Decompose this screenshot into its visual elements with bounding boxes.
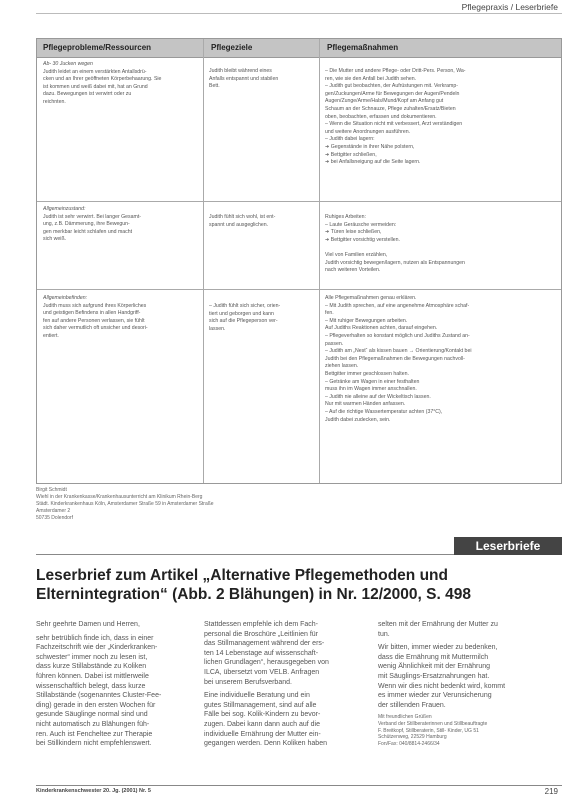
journal-footer: Kinderkrankenschwester 20. Jg. (2001) Nr. 5 <box>36 788 151 794</box>
section-banner: Leserbriefe <box>454 537 562 555</box>
column-divider <box>203 39 204 483</box>
table-row-1-goals: Judith bleibt während eines Anfalls entspannt und stabilen Bett. <box>209 68 279 90</box>
row-divider <box>37 201 561 202</box>
row-divider <box>37 289 561 290</box>
header-problems: Pflegeprobleme/Ressourcen <box>43 43 152 52</box>
letter-column-3: selten mit der Ernährung der Mutter zu tun. Wir bitten, immer wieder zu bedenken, dass die Ernährung mit Muttermilch wenig Ähnlichkeit mit der Ernährung mit Säuglings-Ersatznahrungen hat. Wenn wir dies nicht bedenkt wird, kommt es immer wieder zur Verunsicherung der stillenden Frauen. Mit freundlichen Grüßen Verband der Stillberaterinnen und Stillbeauftragte F. Breitkopf, Stillberaterin, Still- Kinder, UG 51 Schützenweg, 22529 Hamburg Fon/Fax: 040/8814-2466/34 <box>378 620 536 747</box>
table-row-3-measures: Alle Pflegemaßnahmen genau erklären. – Mit Judith sprechen, auf eine angenehme Atmosphäre schaf- fen. – Mit ruhiger Bewegungen arbeiten. Auf Judiths Reaktionen achten, darauf eingehen. – Pflegeverhalten so konstant möglich und Judiths Zustand an- passen. – Judith am „Nest“ als kissen bauen → Orientierung/Kontakt bei Judith bei den Pflegemaßnahmen die Bewegungen nachvoll- ziehen lassen. Bettgitter immer geschlossen halten. – Getränke am Wagen in einer festhalten muss ihn im Wagen immer anschnallen. – Judith nie alleine auf der Wickeltisch lassen. Nur mit warmen Händen anfassen. – Auf die richtige Wassertemperatur achten (37°C), Judith dabei zudecken, sein. <box>325 295 472 423</box>
article-headline: Leserbrief zum Artikel „Alternative Pflegemethoden und Elternintegration“ (Abb. 2 Blähungen) in Nr. 12/2000, S. 498 <box>36 567 471 603</box>
header-rule <box>36 13 562 14</box>
footer-rule <box>36 785 562 786</box>
table-row-2-measures: Ruhiges Arbeiten: – Laute Geräusche vermeiden: ➜ Türen leise schließen, ➜ Bettgitter vorsichtig verstellen. Viel von Familien erzählen, Judith vorsichtig bewegen/lagern, nutzen als Entspannungen nach weiteren Vorteilen. <box>325 214 465 274</box>
table-row-3-problem: Allgemeinbefinden: Judith muss sich aufgrund ihres Körperliches und geistigen Befindens in allen Handgriff- fen auf andere Personen verlassen, sie fühlt sich daher vermutlich oft unsicher und desori- entiert. <box>43 295 148 339</box>
running-head: Pflegepraxis / Leserbriefe <box>461 2 558 12</box>
letter-signature: Mit freundlichen Grüßen Verband der Stillberaterinnen und Stillbeauftragte F. Breitkopf, Stillberaterin, Still- Kinder, UG 51 Schützenweg, 22529 Hamburg Fon/Fax: 040/8814-2466/34 <box>378 714 488 747</box>
table-source-note: Birgit Schmidt Wiehl in der Krankenkasse/Krankenhausunterricht am Klinikum Rhein-Berg Städt. Kinderkrankenhaus Köln, Amsterdamer Straße 59 in Amsterdamer Straße Amsterdamer 2 50735 Dolendorf <box>36 487 214 521</box>
letter-column-1: Sehr geehrte Damen und Herren, sehr betrüblich finde ich, dass in einer Fachzeitschrift wie der „Kinderkranken- schwester“ immer noch zu lesen ist, dass kurze Stillabstände zu Koliken führen können. Dabei ist mittlerweile wissenschaftlich belegt, dass kurze Stillabstände (sogenanntes Cluster-Fee- ding) gerade in den ersten Wochen für gesunde Säuglinge normal sind und nicht automatisch zu Blähungen füh- ren. Auch ist Fencheltee zur Therapie bei Stillkindern nicht empfehlenswert. <box>36 621 162 748</box>
table-row-2-goals: Judith fühlt sich wohl, ist ent- spannt und ausgeglichen. <box>209 214 276 228</box>
header-goals: Pflegeziele <box>211 43 253 52</box>
table-header <box>37 39 561 58</box>
table-row-3-goals: – Judith fühlt sich sicher, orien- tiert und geborgen und kann sich auf die Pflegeperson ver- lassen. <box>209 303 281 332</box>
column-divider <box>319 39 320 483</box>
table-row-1-measures: – Die Mutter und andere Pflege- oder Dritt-Pers. Person, Wa- ren, wie sie den Anfall bei Judith sehen. – Judith gut beobachten, der Aufrüstungen mit. Verkramp- gen/Zuckungen/Arme für Bewegungen der Augen/Pendeln Augen/Zunge/Arme/Hals/Mund/Kopf am Anfang gut Schaum an der Schnauze, Pflege zuhalten/Ersatz/Bieten oben, beobachten, erfassen und dokumentieren. – Wenn die Situation nicht mit verbessert, Arzt verständigen und weitere Anordnungen ausführen. – Judith dabei lagern: ➜ Gegenstände in ihrer Nähe polstern, ➜ Bettgitter schließen, ➜ bei Anfallsneigung auf die Seite lagern. <box>325 68 466 166</box>
section-rule <box>36 554 454 555</box>
page-number: 219 <box>544 787 558 796</box>
care-plan-table <box>36 38 562 484</box>
table-row-1-problem: Ab- 30 Jucken wegen Judith leidet an einem verstärkten Antallsdrü- cken und an Ihrer geöffneten Körperbehaarung. Sie ist kommen und weiß dabei mit, hat an Grund dazu. Bewegungen ist verwirrt oder zu reichnten. <box>43 61 162 105</box>
table-row-2-problem: Allgemeinzustand: Judith ist sehr verwirrt. Bei langer Gesamt- ung, z.B. Dämmerung, ihre Bewegun- gen merkbar leicht schlafen und macht sich weiß. <box>43 206 142 243</box>
header-measures: Pflegemaßnahmen <box>327 43 399 52</box>
letter-column-2: Stattdessen empfehle ich dem Fach- personal die Broschüre „Leitlinien für das Stillmanagement während der ers- ten 14 Lebenstage auf wissenschaft- lichen Grundlagen“, herausgegeben von ILCA, übersetzt vom VELB. Anfragen bei unserem Berufsverband. Eine individuelle Beratung und ein gutes Stillmanagement, sind auf alle Fälle bei sog. Kolik-Kindern zu bevor- zugen. Dabei kann dann auch auf die individuelle Ernährung der Mutter ein- gegangen werden. Denn Koliken haben <box>204 621 329 748</box>
